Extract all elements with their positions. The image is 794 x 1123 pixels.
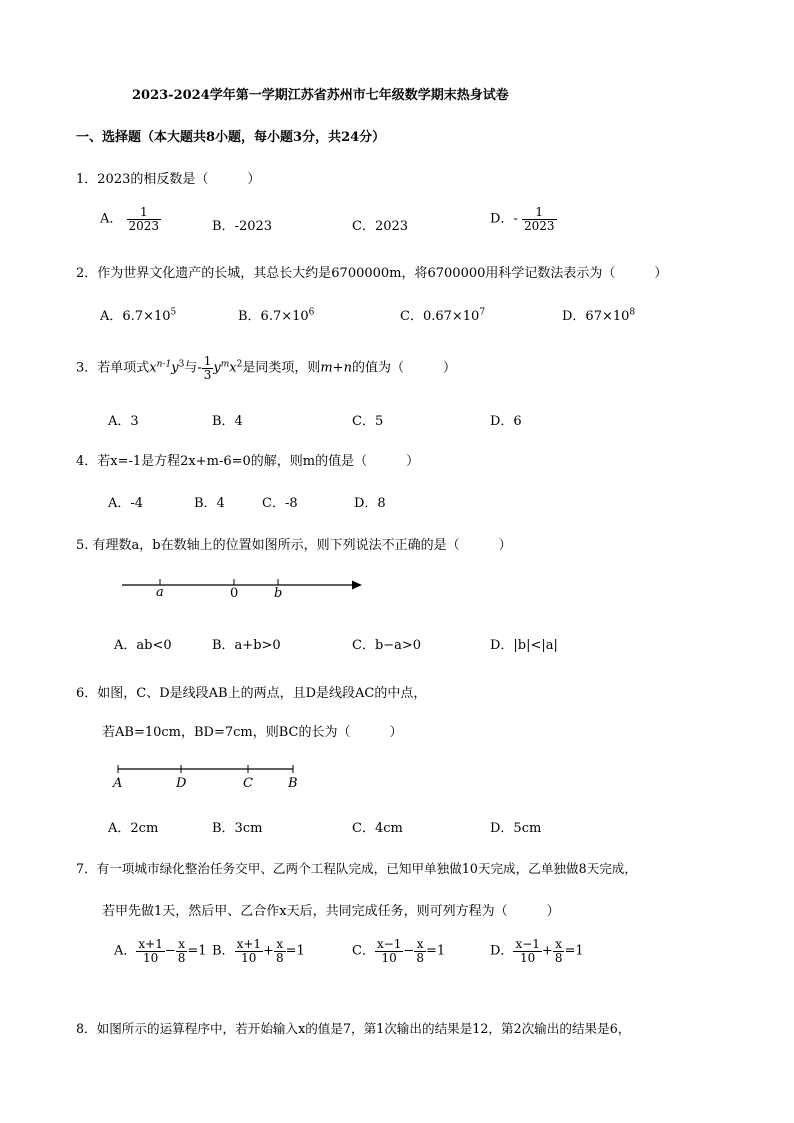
q3-option-a[interactable]: A．3 bbox=[108, 414, 139, 429]
q7-c-den1: 10 bbox=[381, 950, 397, 965]
q2-option-c[interactable] bbox=[400, 305, 485, 324]
q2-c-exponent: 7 bbox=[479, 307, 486, 318]
q3-mono1-x: x bbox=[149, 360, 157, 376]
q7-d-operator: + bbox=[541, 943, 553, 959]
q7-option-d[interactable] bbox=[490, 938, 584, 964]
q3-option-b[interactable]: B．4 bbox=[212, 414, 243, 429]
q3-mono2-x: x bbox=[229, 360, 237, 376]
question-1-stem: 1．2023的相反数是（ ） bbox=[76, 172, 261, 187]
q7-option-a[interactable] bbox=[114, 938, 207, 964]
q1-d-denominator: 2023 bbox=[523, 218, 555, 233]
question-6-stem-line2: 若AB=10cm，BD=7cm，则BC的长为（ ） bbox=[102, 725, 403, 740]
q3-option-d[interactable]: D．6 bbox=[490, 414, 522, 429]
q3-mono1-x-exp: n-1 bbox=[156, 359, 172, 370]
q6-option-a[interactable]: A．2cm bbox=[108, 821, 159, 836]
q1-option-c[interactable]: C．2023 bbox=[352, 219, 409, 234]
q2-b-exponent: 6 bbox=[308, 307, 315, 318]
q7-d-den2: 8 bbox=[554, 950, 563, 965]
q7-b-operator: + bbox=[263, 943, 274, 959]
q7-c-operator: − bbox=[403, 943, 415, 959]
q3-stem-tail: 的值为（ ） bbox=[351, 360, 456, 376]
segment-label-c: C bbox=[243, 776, 253, 791]
q2-option-a[interactable] bbox=[100, 305, 176, 324]
q2-d-text: D．67×10 bbox=[562, 309, 630, 324]
question-8-stem: 8．如图所示的运算程序中，若开始输入x的值是7，第1次输出的结果是12，第2次输出的结果是6， bbox=[76, 1021, 631, 1036]
question-5-stem: 5. 有理数a，b在数轴上的位置如图所示，则下列说法不正确的是（ ） bbox=[76, 538, 512, 553]
q7-b-label: B． bbox=[212, 943, 235, 959]
q2-c-text: C．0.67×10 bbox=[400, 309, 480, 324]
question-4-stem: 4．若x=-1是方程2x+m-6=0的解，则m的值是（ ） bbox=[76, 454, 420, 469]
q6-option-b[interactable]: B．3cm bbox=[212, 821, 263, 836]
q7-b-den1: 10 bbox=[241, 950, 257, 965]
q6-option-c[interactable]: C．4cm bbox=[352, 821, 403, 836]
q1-a-denominator: 2023 bbox=[128, 218, 160, 233]
segment-label-d: D bbox=[176, 776, 187, 791]
q1-d-numerator: 1 bbox=[522, 206, 557, 220]
q7-b-rhs: =1 bbox=[285, 943, 305, 959]
q3-mono2-y-exp: m bbox=[220, 359, 230, 370]
number-line-arrow bbox=[352, 581, 362, 590]
q3-mono1-y-exp: 3 bbox=[178, 359, 185, 370]
q7-a-rhs: =1 bbox=[187, 943, 207, 959]
q4-option-c[interactable]: C．-8 bbox=[262, 496, 298, 511]
q7-c-rhs: =1 bbox=[425, 943, 446, 959]
exam-title: 2023-2024学年第一学期江苏省苏州市七年级数学期末热身试卷 bbox=[132, 88, 509, 103]
q3-mono2-y: y bbox=[213, 360, 221, 376]
q7-c-den2: 8 bbox=[416, 950, 424, 965]
q4-option-d[interactable]: D．8 bbox=[354, 496, 386, 511]
q1-a-numerator: 1 bbox=[127, 206, 162, 220]
q5-option-a[interactable]: A．ab<0 bbox=[114, 638, 172, 653]
q3-stem-end: 是同类项，则 bbox=[242, 360, 321, 376]
q3-expression: m+n bbox=[320, 360, 352, 376]
question-2-stem: 2．作为世界文化遗产的长城，其总长大约是6700000m，将6700000用科学记数法表示为（ ） bbox=[76, 266, 668, 281]
q7-a-num2: x bbox=[176, 938, 188, 952]
q3-option-c[interactable]: C．5 bbox=[352, 414, 384, 429]
question-7-stem: 7．有一项城市绿化整治任务交甲、乙两个工程队完成，已知甲单独做10天完成，乙单独做8天完成， bbox=[76, 861, 637, 876]
segment-label-a: A bbox=[113, 776, 123, 791]
q3-stem-start: 3．若单项式 bbox=[76, 360, 150, 376]
q3-mono2-x-exp: 2 bbox=[236, 359, 243, 370]
q1-option-b[interactable]: B．-2023 bbox=[212, 219, 273, 234]
number-line-label-0: 0 bbox=[230, 586, 239, 601]
q7-d-num1: x−1 bbox=[515, 937, 540, 951]
q4-option-a[interactable]: A．-4 bbox=[108, 496, 144, 511]
q5-option-d[interactable]: D．|b|<|a| bbox=[490, 638, 558, 653]
q7-d-rhs: =1 bbox=[564, 943, 584, 959]
number-line-label-a: a bbox=[156, 585, 164, 600]
q7-b-num1: x+1 bbox=[236, 937, 262, 951]
q2-option-d[interactable] bbox=[562, 305, 635, 324]
q6-option-d[interactable]: D．5cm bbox=[490, 821, 542, 836]
q7-c-num1: x−1 bbox=[376, 937, 402, 951]
q4-option-b[interactable]: B．4 bbox=[194, 496, 225, 511]
q7-c-label: C． bbox=[352, 943, 375, 959]
q5-option-b[interactable]: B．a+b>0 bbox=[212, 638, 281, 653]
q1-option-a-label: A． bbox=[100, 211, 123, 227]
q7-d-num2: x bbox=[553, 938, 565, 952]
q2-b-text: B．6.7×10 bbox=[238, 309, 309, 324]
q3-frac-num: 1 bbox=[203, 354, 212, 368]
q1-option-d[interactable] bbox=[490, 206, 557, 232]
q7-d-label: D． bbox=[490, 943, 514, 959]
q7-a-operator: − bbox=[164, 943, 176, 959]
q7-d-den1: 10 bbox=[520, 950, 536, 965]
q1-option-d-label: D．- bbox=[490, 211, 518, 227]
section-header: 一、选择题（本大题共8小题，每小题3分，共24分） bbox=[76, 130, 386, 145]
question-3-stem bbox=[76, 355, 456, 381]
q7-a-num1: x+1 bbox=[138, 937, 163, 951]
q1-option-a[interactable] bbox=[100, 206, 161, 232]
segment-diagram bbox=[112, 762, 298, 776]
question-6-stem: 6．如图，C、D是线段AB上的两点，且D是线段AC的中点， bbox=[76, 686, 427, 701]
q7-b-num2: x bbox=[274, 938, 286, 952]
q3-frac-den: 3 bbox=[203, 367, 212, 382]
q7-a-den1: 10 bbox=[142, 950, 159, 965]
q7-a-label: A． bbox=[114, 943, 137, 959]
question-7-stem-line2: 若甲先做1天，然后甲、乙合作x天后，共同完成任务，则可列方程为（ ） bbox=[102, 904, 560, 919]
segment-label-b: B bbox=[288, 776, 298, 791]
q3-neg-sign: - bbox=[197, 360, 202, 376]
q2-d-exponent: 8 bbox=[629, 307, 636, 318]
q7-a-den2: 8 bbox=[177, 950, 186, 965]
number-line-label-b: b bbox=[274, 586, 283, 601]
q7-b-den2: 8 bbox=[275, 950, 284, 965]
q2-a-exponent: 5 bbox=[170, 307, 177, 318]
q5-option-c[interactable]: C．b−a>0 bbox=[352, 638, 422, 653]
q7-option-b[interactable] bbox=[212, 938, 305, 964]
q2-option-b[interactable] bbox=[238, 305, 314, 324]
q3-mono1-y: y bbox=[171, 360, 179, 376]
q7-option-c[interactable] bbox=[352, 938, 445, 964]
q2-a-text: A．6.7×10 bbox=[100, 309, 171, 324]
q7-c-num2: x bbox=[414, 938, 426, 952]
q3-mid-text: 与 bbox=[184, 360, 198, 376]
